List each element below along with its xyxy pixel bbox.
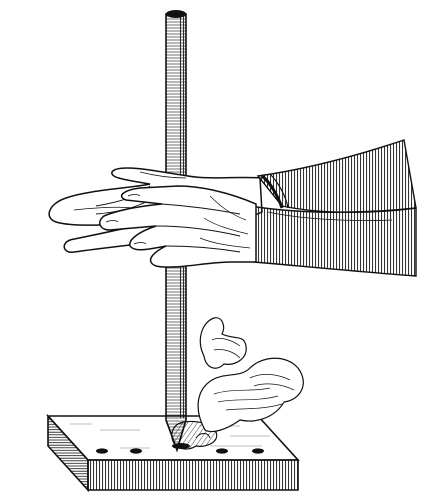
upper-arm: [258, 140, 416, 212]
lower-arm: [250, 206, 416, 276]
spindle-top: [166, 10, 186, 18]
lower-hand: [100, 186, 256, 267]
rubbing-hands: [49, 140, 416, 276]
smoke-plume: [198, 318, 303, 432]
